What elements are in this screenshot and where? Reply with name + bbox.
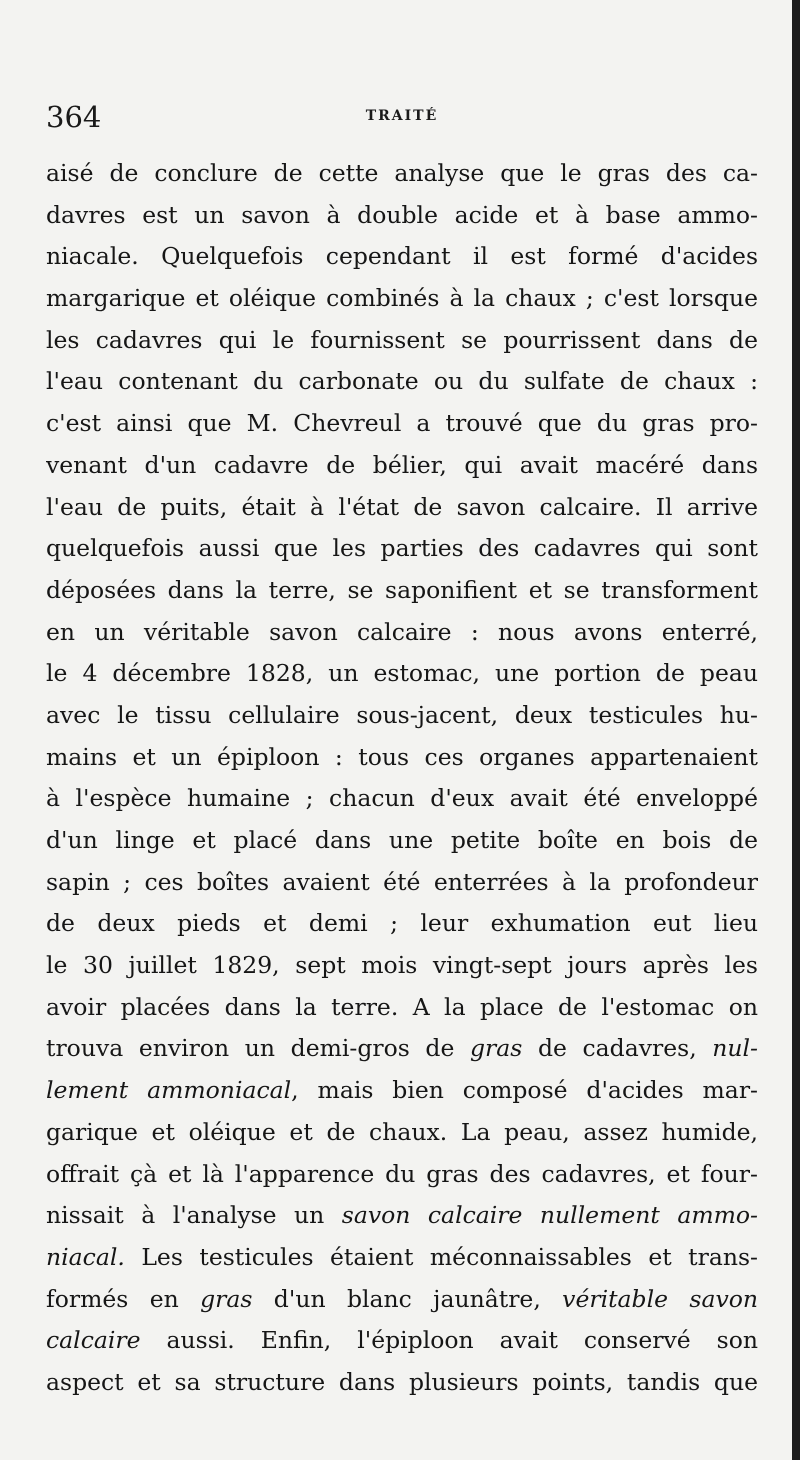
text-line: avoir placées dans la terre. A la place de l'estomac on — [46, 992, 758, 1021]
text-line: aspect et sa structure dans plusieurs points, tandis que — [46, 1367, 758, 1396]
text-line: quelquefois aussi que les parties des cadavres qui sont — [46, 534, 758, 563]
text-line: formés en gras d'un blanc jaunâtre, véritable savon — [46, 1284, 758, 1313]
text-line: c'est ainsi que M. Chevreul a trouvé que du gras pro- — [46, 409, 758, 438]
page-number: 364 — [46, 100, 102, 134]
text-line: trouva environ un demi-gros de gras de cadavres, nul- — [46, 1034, 758, 1063]
text-line: aisé de conclure de cette analyse que le gras des ca- — [46, 159, 758, 187]
text-line: les cadavres qui le fournissent se pourrissent dans de — [46, 325, 758, 354]
text-line: avec le tissu cellulaire sous-jacent, deux testicules hu- — [46, 700, 758, 729]
text-line: niacal. Les testicules étaient méconnaissables et trans- — [46, 1242, 758, 1271]
text-line: sapin ; ces boîtes avaient été enterrées à la profondeur — [46, 867, 758, 896]
text-line: niacale. Quelquefois cependant il est formé d'acides — [46, 242, 758, 271]
text-line: l'eau contenant du carbonate ou du sulfate de chaux : — [46, 367, 758, 396]
text-line: de deux pieds et demi ; leur exhumation eut lieu — [46, 909, 758, 938]
text-line: margarique et oléique combinés à la chaux ; c'est lorsque — [46, 284, 758, 313]
text-line: nissait à l'analyse un savon calcaire nullement ammo- — [46, 1201, 758, 1230]
text-line: venant d'un cadavre de bélier, qui avait macéré dans — [46, 450, 758, 479]
text-line: déposées dans la terre, se saponifient et se transforment — [46, 575, 758, 604]
text-line: lement ammoniacal, mais bien composé d'acides mar- — [46, 1076, 758, 1105]
text-line: garique et oléique et de chaux. La peau, assez humide, — [46, 1117, 758, 1146]
text-line: le 4 décembre 1828, un estomac, une portion de peau — [46, 659, 758, 688]
text-line: mains et un épiploon : tous ces organes appartenaient — [46, 742, 758, 771]
running-title: TRAITÉ — [365, 108, 439, 124]
text-line: l'eau de puits, était à l'état de savon calcaire. Il arrive — [46, 492, 758, 521]
text-line: le 30 juillet 1829, sept mois vingt-sept jours après les — [46, 951, 758, 980]
text-line: davres est un savon à double acide et à base ammo- — [46, 200, 758, 229]
page-header — [46, 100, 758, 140]
text-line: d'un linge et placé dans une petite boîte en bois de — [46, 826, 758, 854]
text-line: à l'espèce humaine ; chacun d'eux avait été enveloppé — [46, 784, 758, 813]
body-text — [46, 153, 758, 1404]
text-line: offrait çà et là l'apparence du gras des cadavres, et four- — [46, 1159, 758, 1188]
text-line: calcaire aussi. Enfin, l'épiploon avait conservé son — [46, 1326, 758, 1355]
text-line: en un véritable savon calcaire : nous avons enterré, — [46, 617, 758, 646]
